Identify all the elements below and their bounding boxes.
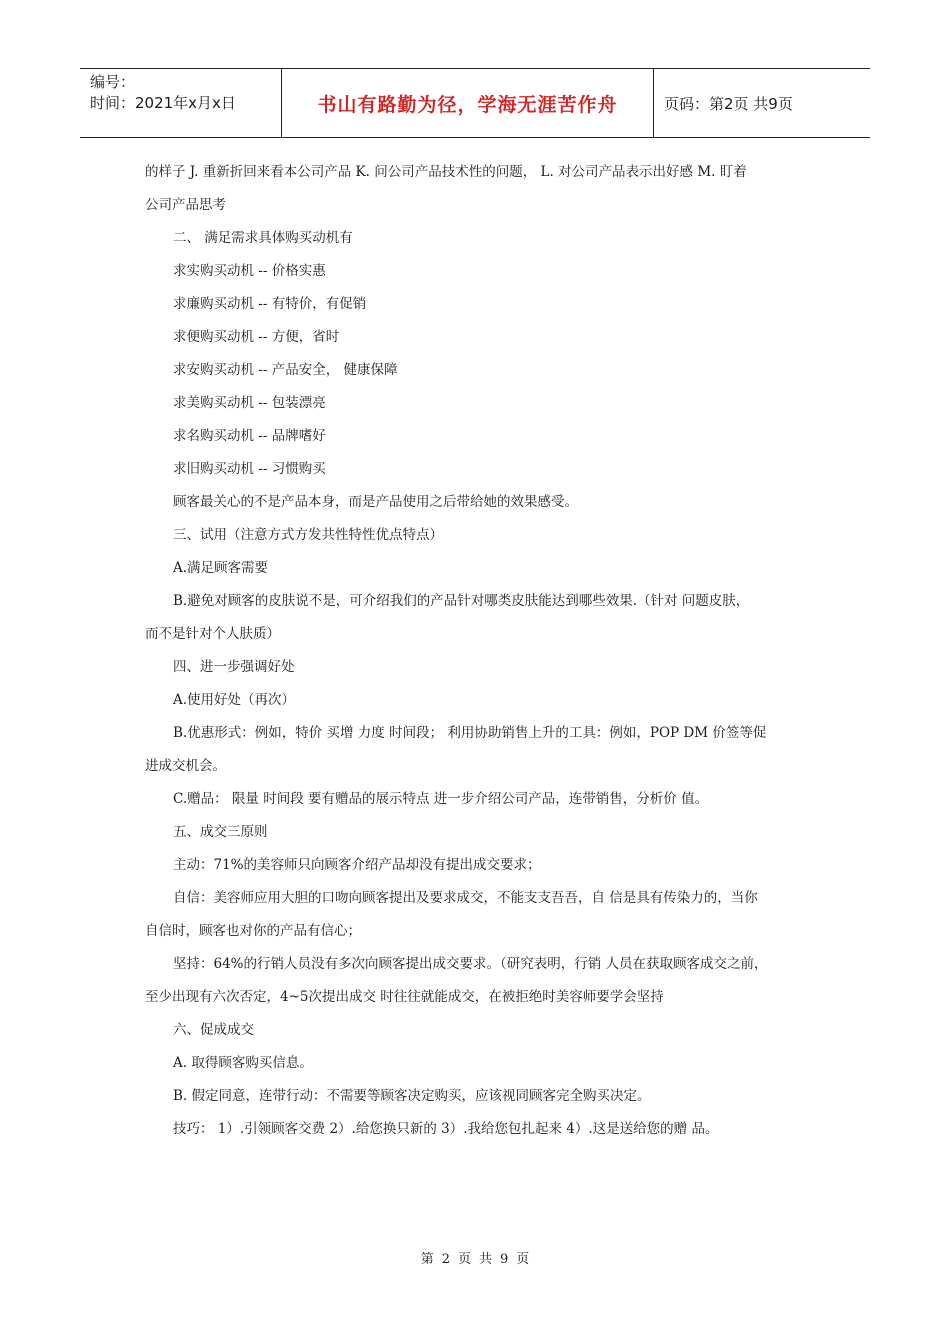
text-line: 自信：美容师应用大胆的口吻向顾客提出及要求成交，不能支支吾吾，自 信是具有传染力的，当你 bbox=[173, 890, 758, 906]
text-line: 求名购买动机 -- 品牌嗜好 bbox=[173, 428, 326, 444]
text-line: 求实购买动机 -- 价格实惠 bbox=[173, 263, 326, 279]
text-line: B.避免对顾客的皮肤说不是，可介绍我们的产品针对哪类皮肤能达到哪些效果.（针对 问题皮肤， bbox=[173, 593, 750, 609]
header-meta bbox=[80, 69, 282, 137]
text-line: 求安购买动机 -- 产品安全， 健康保障 bbox=[173, 362, 398, 378]
footer-di: 第 bbox=[420, 1252, 434, 1267]
text-line: 二、 满足需求具体购买动机有 bbox=[173, 230, 353, 246]
text-line: 的样子 J. 重新折回来看本公司产品 K. 问公司产品技术性的问题， L. 对公司产品表示出好感 M. 盯着 bbox=[145, 164, 747, 180]
text-line: 求美购买动机 -- 包装漂亮 bbox=[173, 395, 326, 411]
page-footer bbox=[0, 1248, 950, 1267]
document-body bbox=[145, 156, 807, 1146]
text-line: 公司产品思考 bbox=[145, 197, 226, 213]
text-line: 顾客最关心的不是产品本身，而是产品使用之后带给她的效果感受。 bbox=[173, 494, 578, 510]
serial-label: 编号： bbox=[90, 73, 136, 91]
header-motto: 书山有路勤为径，学海无涯苦作舟 bbox=[282, 69, 654, 137]
text-line: 求便购买动机 -- 方便，省时 bbox=[173, 329, 340, 345]
text-line: B.优惠形式：例如，特价 买增 力度 时间段； 利用协助销售上升的工具：例如，POP DM 价签等促 bbox=[173, 725, 767, 741]
text-line: 求旧购买动机 -- 习惯购买 bbox=[173, 461, 326, 477]
text-line: 五、成交三原则 bbox=[173, 824, 268, 840]
text-line: A. 取得顾客购买信息。 bbox=[173, 1055, 313, 1071]
page-header bbox=[80, 68, 870, 138]
footer-page-number: 2 bbox=[441, 1252, 450, 1267]
text-line: 自信时，顾客也对你的产品有信心； bbox=[145, 923, 361, 939]
text-line: A.满足顾客需要 bbox=[173, 560, 269, 576]
text-line: 进成交机会。 bbox=[145, 758, 226, 774]
text-line: 四、进一步强调好处 bbox=[173, 659, 295, 675]
text-line: B. 假定同意，连带行动：不需要等顾客决定购买，应该视同顾客完全购买决定。 bbox=[173, 1088, 651, 1104]
text-line: A.使用好处（再次） bbox=[173, 692, 296, 708]
header-page-label: 页码：第2页 共9页 bbox=[664, 94, 793, 113]
footer-gong: 共 bbox=[479, 1252, 493, 1267]
footer-total-pages: 9 bbox=[500, 1252, 509, 1267]
text-line: 求廉购买动机 -- 有特价，有促销 bbox=[173, 296, 367, 312]
text-line: C.赠品： 限量 时间段 要有赠品的展示特点 进一步介绍公司产品，连带销售，分析价 值。 bbox=[173, 791, 709, 807]
footer-ye: 页 bbox=[457, 1252, 471, 1267]
footer-ye2: 页 bbox=[516, 1252, 530, 1267]
text-line: 技巧： 1）.引领顾客交费 2）.给您换只新的 3）.我给您包扎起来 4）.这是送给您的赠 品。 bbox=[173, 1121, 719, 1137]
text-line: 至少出现有六次否定，4~5次提出成交 时往往就能成交，在被拒绝时美容师要学会坚持 bbox=[145, 989, 664, 1005]
text-line: 六、促成成交 bbox=[173, 1022, 254, 1038]
text-line: 主动：71%的美容师只向顾客介绍产品却没有提出成交要求； bbox=[173, 857, 541, 873]
text-line: 坚持：64%的行销人员没有多次向顾客提出成交要求。（研究表明，行销 人员在获取顾客成交之前， bbox=[173, 956, 768, 972]
text-line: 而不是针对个人肤质） bbox=[145, 626, 280, 642]
text-line: 三、试用（注意方式方发共性特性优点特点） bbox=[173, 527, 443, 543]
time-label: 时间：2021年x月x日 bbox=[90, 94, 236, 112]
